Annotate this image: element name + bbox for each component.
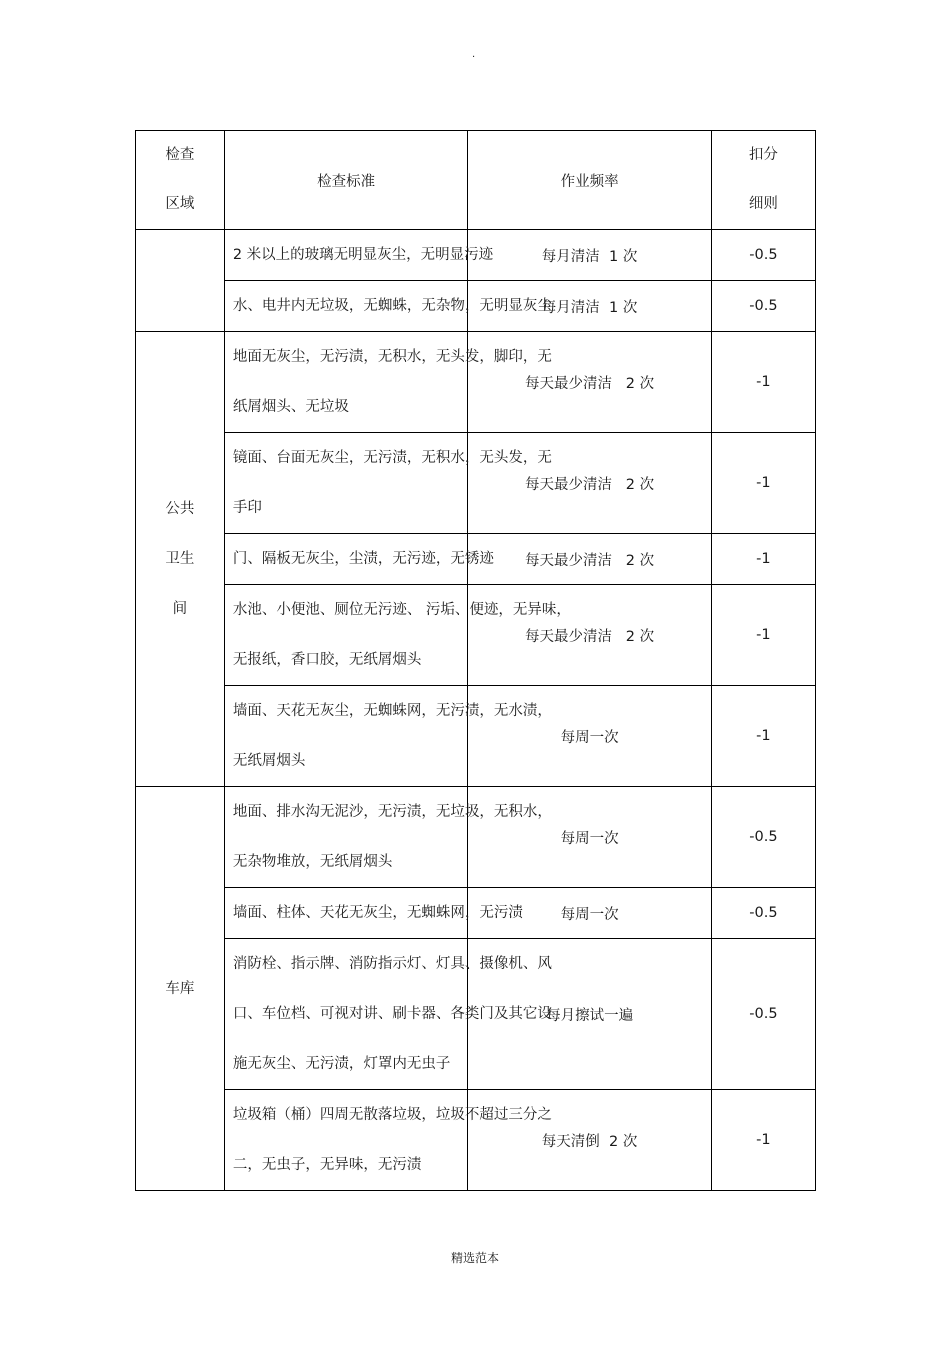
- standard-cell: [224, 534, 494, 585]
- header-area-line: 检查: [165, 147, 195, 163]
- standard-cell: [224, 888, 523, 939]
- area-label-line: 卫生: [165, 551, 195, 567]
- table-row: [136, 939, 816, 1090]
- page-footer: 精选范本: [450, 1251, 499, 1265]
- table-row: [136, 888, 816, 939]
- page-top-mark: .: [472, 49, 476, 60]
- standard-cell: [224, 686, 552, 787]
- inspection-table: [135, 130, 816, 1191]
- standard-cell: [224, 585, 571, 686]
- frequency-cell: 每天最少清洁 2 次: [468, 585, 712, 686]
- standard-line: 手印: [232, 500, 262, 516]
- standard-line: 二，无虫子，无异味，无污渍: [232, 1157, 422, 1173]
- frequency-cell: 每月清洁 1 次: [468, 281, 712, 332]
- table-row: [136, 787, 816, 888]
- table-row: [136, 332, 816, 433]
- table-row: [136, 686, 816, 787]
- standard-line: 消防栓、指示牌、消防指示灯、灯具、摄像机、风: [232, 956, 552, 972]
- standard-cell: [224, 281, 552, 332]
- table-row: [136, 585, 816, 686]
- deduction-cell: -1: [711, 332, 815, 433]
- deduction-cell: -0.5: [711, 888, 815, 939]
- frequency-cell: 每周一次: [468, 787, 712, 888]
- header-standard: 检查标准: [224, 131, 468, 230]
- deduction-cell: -1: [711, 686, 815, 787]
- standard-line: 无纸屑烟头: [232, 753, 306, 769]
- standard-line: 地面无灰尘，无污渍，无积水，无头发，脚印，无: [232, 349, 552, 365]
- standard-cell: [224, 230, 494, 281]
- deduction-cell: -1: [711, 585, 815, 686]
- standard-line: 门、隔板无灰尘，尘渍，无污迹，无锈迹: [232, 551, 494, 567]
- header-deduction-line: 细则: [748, 196, 778, 212]
- standard-cell: [224, 939, 552, 1090]
- standard-line: 水、电井内无垃圾，无蜘蛛，无杂物，无明显灰尘: [232, 298, 552, 314]
- frequency-cell: 每天清倒 2 次: [468, 1090, 712, 1191]
- standard-cell: [224, 787, 552, 888]
- frequency-cell: 每天最少清洁 2 次: [468, 534, 712, 585]
- area-cell: [136, 230, 225, 332]
- table-row: [136, 230, 816, 281]
- deduction-cell: -0.5: [711, 230, 815, 281]
- header-area: [136, 131, 225, 230]
- deduction-cell: -0.5: [711, 939, 815, 1090]
- table-row: [136, 1090, 816, 1191]
- deduction-cell: -1: [711, 534, 815, 585]
- area-label-line: 车库: [165, 980, 195, 997]
- header-deduction: [711, 131, 815, 230]
- standard-cell: [224, 1090, 552, 1191]
- deduction-cell: -0.5: [711, 281, 815, 332]
- header-area-line: 区域: [165, 196, 195, 212]
- standard-line: 地面、排水沟无泥沙，无污渍，无垃圾，无积水，: [232, 804, 552, 820]
- table-row: [136, 534, 816, 585]
- standard-line: 水池、小便池、厕位无污迹、 污垢、便迹，无异味，: [232, 602, 571, 618]
- frequency-cell: 每月擦试一遍: [468, 939, 712, 1090]
- standard-cell: [224, 433, 552, 534]
- standard-line: 镜面、台面无灰尘，无污渍，无积水，无头发，无: [232, 450, 552, 466]
- header-deduction-line: 扣分: [748, 147, 778, 163]
- standard-line: 垃圾箱（桶）四周无散落垃圾，垃圾不超过三分之: [232, 1107, 552, 1123]
- standard-cell: [224, 332, 552, 433]
- area-cell: [136, 787, 225, 1191]
- header-frequency: 作业频率: [468, 131, 712, 230]
- standard-line: 2 米以上的玻璃无明显灰尘，无明显污迹: [232, 247, 494, 263]
- frequency-cell: 每周一次: [468, 686, 712, 787]
- standard-line: 无报纸，香口胶，无纸屑烟头: [232, 652, 422, 668]
- area-label-line: 公共: [165, 501, 195, 517]
- standard-line: 墙面、天花无灰尘，无蜘蛛网，无污渍，无水渍，: [232, 703, 552, 719]
- frequency-cell: 每月清洁 1 次: [468, 230, 712, 281]
- table-row: [136, 433, 816, 534]
- table-header-row: [136, 131, 816, 230]
- area-cell: [136, 332, 225, 787]
- standard-line: 口、车位档、可视对讲、刷卡器、各类门及其它设: [232, 1006, 552, 1022]
- deduction-cell: -1: [711, 1090, 815, 1191]
- frequency-cell: 每周一次: [468, 888, 712, 939]
- standard-line: 施无灰尘、无污渍，灯罩内无虫子: [232, 1056, 451, 1072]
- standard-line: 无杂物堆放，无纸屑烟头: [232, 854, 393, 870]
- frequency-cell: 每天最少清洁 2 次: [468, 332, 712, 433]
- table-row: [136, 281, 816, 332]
- standard-line: 墙面、柱体、天花无灰尘，无蜘蛛网，无污渍: [232, 905, 523, 921]
- standard-line: 纸屑烟头、无垃圾: [232, 399, 349, 415]
- area-label-line: 间: [172, 601, 188, 617]
- frequency-cell: 每天最少清洁 2 次: [468, 433, 712, 534]
- deduction-cell: -1: [711, 433, 815, 534]
- deduction-cell: -0.5: [711, 787, 815, 888]
